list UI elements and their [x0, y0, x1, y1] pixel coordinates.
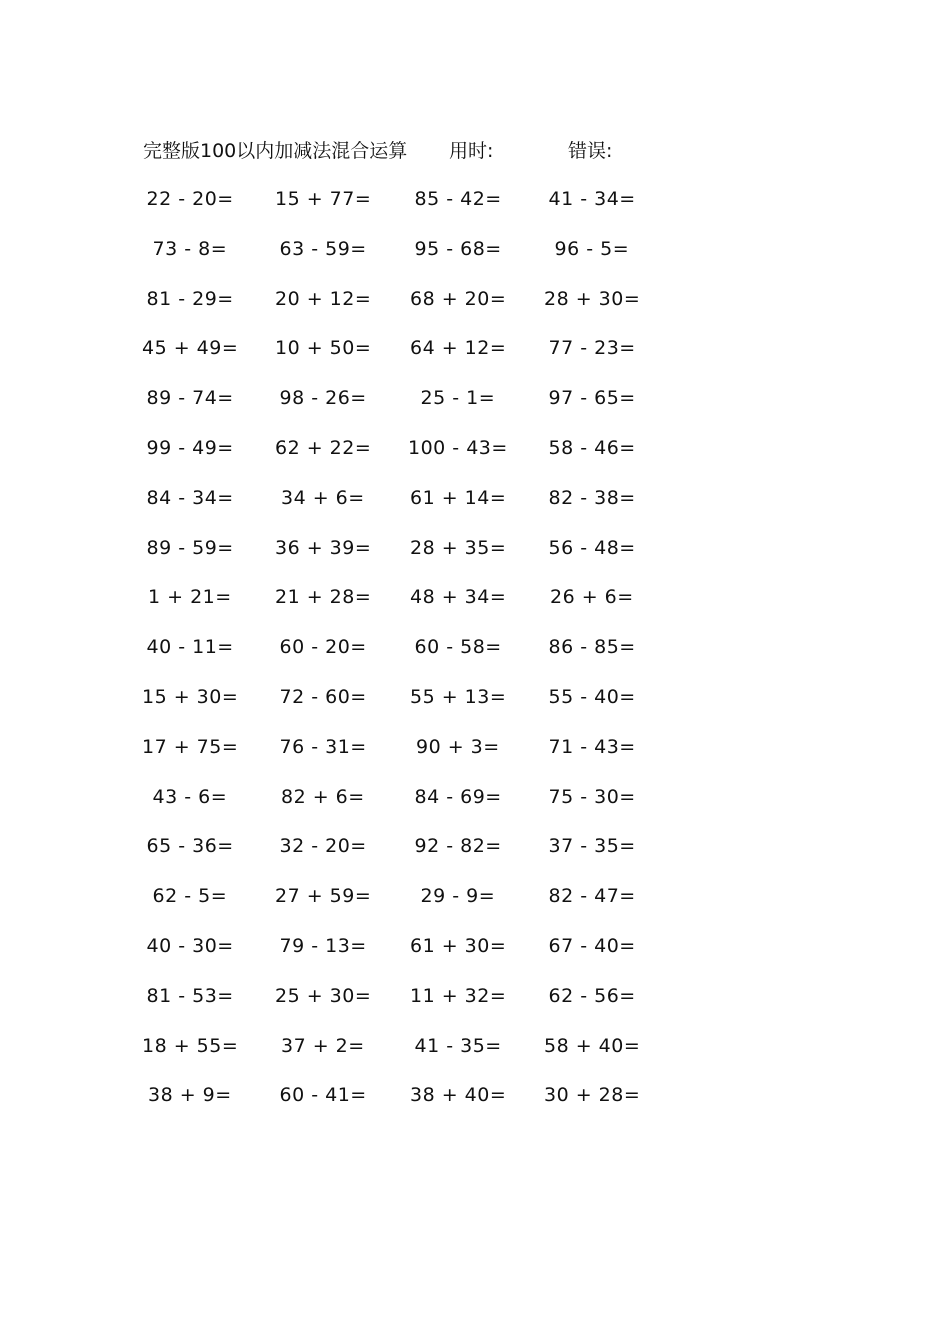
math-problem: 1 + 21= — [148, 586, 232, 609]
math-problem: 82 - 47= — [548, 885, 636, 908]
math-problem: 55 - 40= — [548, 686, 636, 708]
math-problem: 79 - 13= — [279, 935, 367, 957]
math-problem: 98 - 26= — [279, 387, 367, 410]
math-problem: 97 - 65= — [548, 387, 636, 410]
math-problem: 48 + 34= — [410, 586, 507, 609]
math-problem: 32 - 20= — [279, 835, 367, 858]
math-problem: 63 - 59= — [279, 237, 367, 260]
math-problem: 20 + 12= — [275, 287, 372, 310]
math-problem: 81 - 29= — [146, 287, 234, 310]
math-problem: 37 - 35= — [548, 835, 636, 858]
math-problem: 62 + 22= — [275, 437, 372, 459]
math-problem: 25 + 30= — [275, 984, 372, 1007]
math-problem: 82 - 38= — [548, 486, 636, 509]
math-problem: 45 + 49= — [142, 337, 239, 360]
math-problem: 22 - 20= — [146, 188, 234, 210]
math-problem: 75 - 30= — [548, 785, 636, 808]
math-problem: 100 - 43= — [408, 437, 508, 459]
math-problem: 58 + 40= — [544, 1034, 641, 1057]
math-problem: 60 - 20= — [279, 636, 367, 659]
math-problem: 27 + 59= — [275, 885, 372, 908]
math-problem: 58 - 46= — [548, 437, 636, 459]
math-problem: 11 + 32= — [410, 984, 507, 1007]
math-problem: 40 - 30= — [146, 935, 234, 957]
math-problem: 25 - 1= — [420, 387, 496, 410]
math-problem: 96 - 5= — [554, 237, 630, 260]
math-problem: 60 - 58= — [414, 636, 502, 659]
math-problem: 72 - 60= — [279, 686, 367, 708]
math-problem: 99 - 49= — [146, 437, 234, 459]
math-problem: 56 - 48= — [548, 536, 636, 559]
math-problem: 81 - 53= — [146, 984, 234, 1007]
math-problem: 28 + 35= — [410, 536, 507, 559]
math-problem: 92 - 82= — [414, 835, 502, 858]
math-problem: 67 - 40= — [548, 935, 636, 957]
math-problem: 60 - 41= — [279, 1084, 367, 1107]
math-problem: 85 - 42= — [414, 188, 502, 210]
math-problem: 86 - 85= — [548, 636, 636, 659]
error-label: 错误: — [568, 140, 613, 162]
math-problem: 40 - 11= — [146, 636, 234, 659]
math-problem: 10 + 50= — [275, 337, 372, 360]
math-problem: 17 + 75= — [142, 735, 239, 758]
math-problem: 15 + 77= — [275, 188, 372, 210]
math-problem: 21 + 28= — [275, 586, 372, 609]
math-problem: 15 + 30= — [142, 686, 239, 708]
math-problem: 76 - 31= — [279, 735, 367, 758]
math-problem: 89 - 74= — [146, 387, 234, 410]
math-problem: 71 - 43= — [548, 735, 636, 758]
math-problem: 77 - 23= — [548, 337, 636, 360]
math-problem: 55 + 13= — [410, 686, 507, 708]
math-problem: 30 + 28= — [544, 1084, 641, 1107]
math-problem: 73 - 8= — [152, 237, 228, 260]
math-problem: 38 + 9= — [148, 1084, 232, 1107]
math-problem: 36 + 39= — [275, 536, 372, 559]
math-problem: 82 + 6= — [281, 785, 365, 808]
math-problem: 62 - 5= — [152, 885, 228, 908]
math-problem: 61 + 14= — [410, 486, 507, 509]
math-problem: 18 + 55= — [142, 1034, 239, 1057]
math-problem: 65 - 36= — [146, 835, 234, 858]
math-problem: 26 + 6= — [550, 586, 634, 609]
math-problem: 37 + 2= — [281, 1034, 365, 1057]
math-problem: 89 - 59= — [146, 536, 234, 559]
math-problem: 90 + 3= — [416, 735, 500, 758]
math-problem: 28 + 30= — [544, 287, 641, 310]
math-problem: 62 - 56= — [548, 984, 636, 1007]
worksheet-title: 完整版100以内加减法混合运算 — [143, 140, 408, 162]
math-problem: 43 - 6= — [152, 785, 228, 808]
math-problem: 61 + 30= — [410, 935, 507, 957]
math-problem: 64 + 12= — [410, 337, 507, 360]
math-problem: 34 + 6= — [281, 486, 365, 509]
math-problem: 41 - 34= — [548, 188, 636, 210]
math-problem: 68 + 20= — [410, 287, 507, 310]
math-problem: 41 - 35= — [414, 1034, 502, 1057]
math-problem: 38 + 40= — [410, 1084, 507, 1107]
math-problem: 84 - 69= — [414, 785, 502, 808]
time-label: 用时: — [449, 140, 494, 162]
math-problem: 29 - 9= — [420, 885, 496, 908]
math-problem: 84 - 34= — [146, 486, 234, 509]
math-problem: 95 - 68= — [414, 237, 502, 260]
